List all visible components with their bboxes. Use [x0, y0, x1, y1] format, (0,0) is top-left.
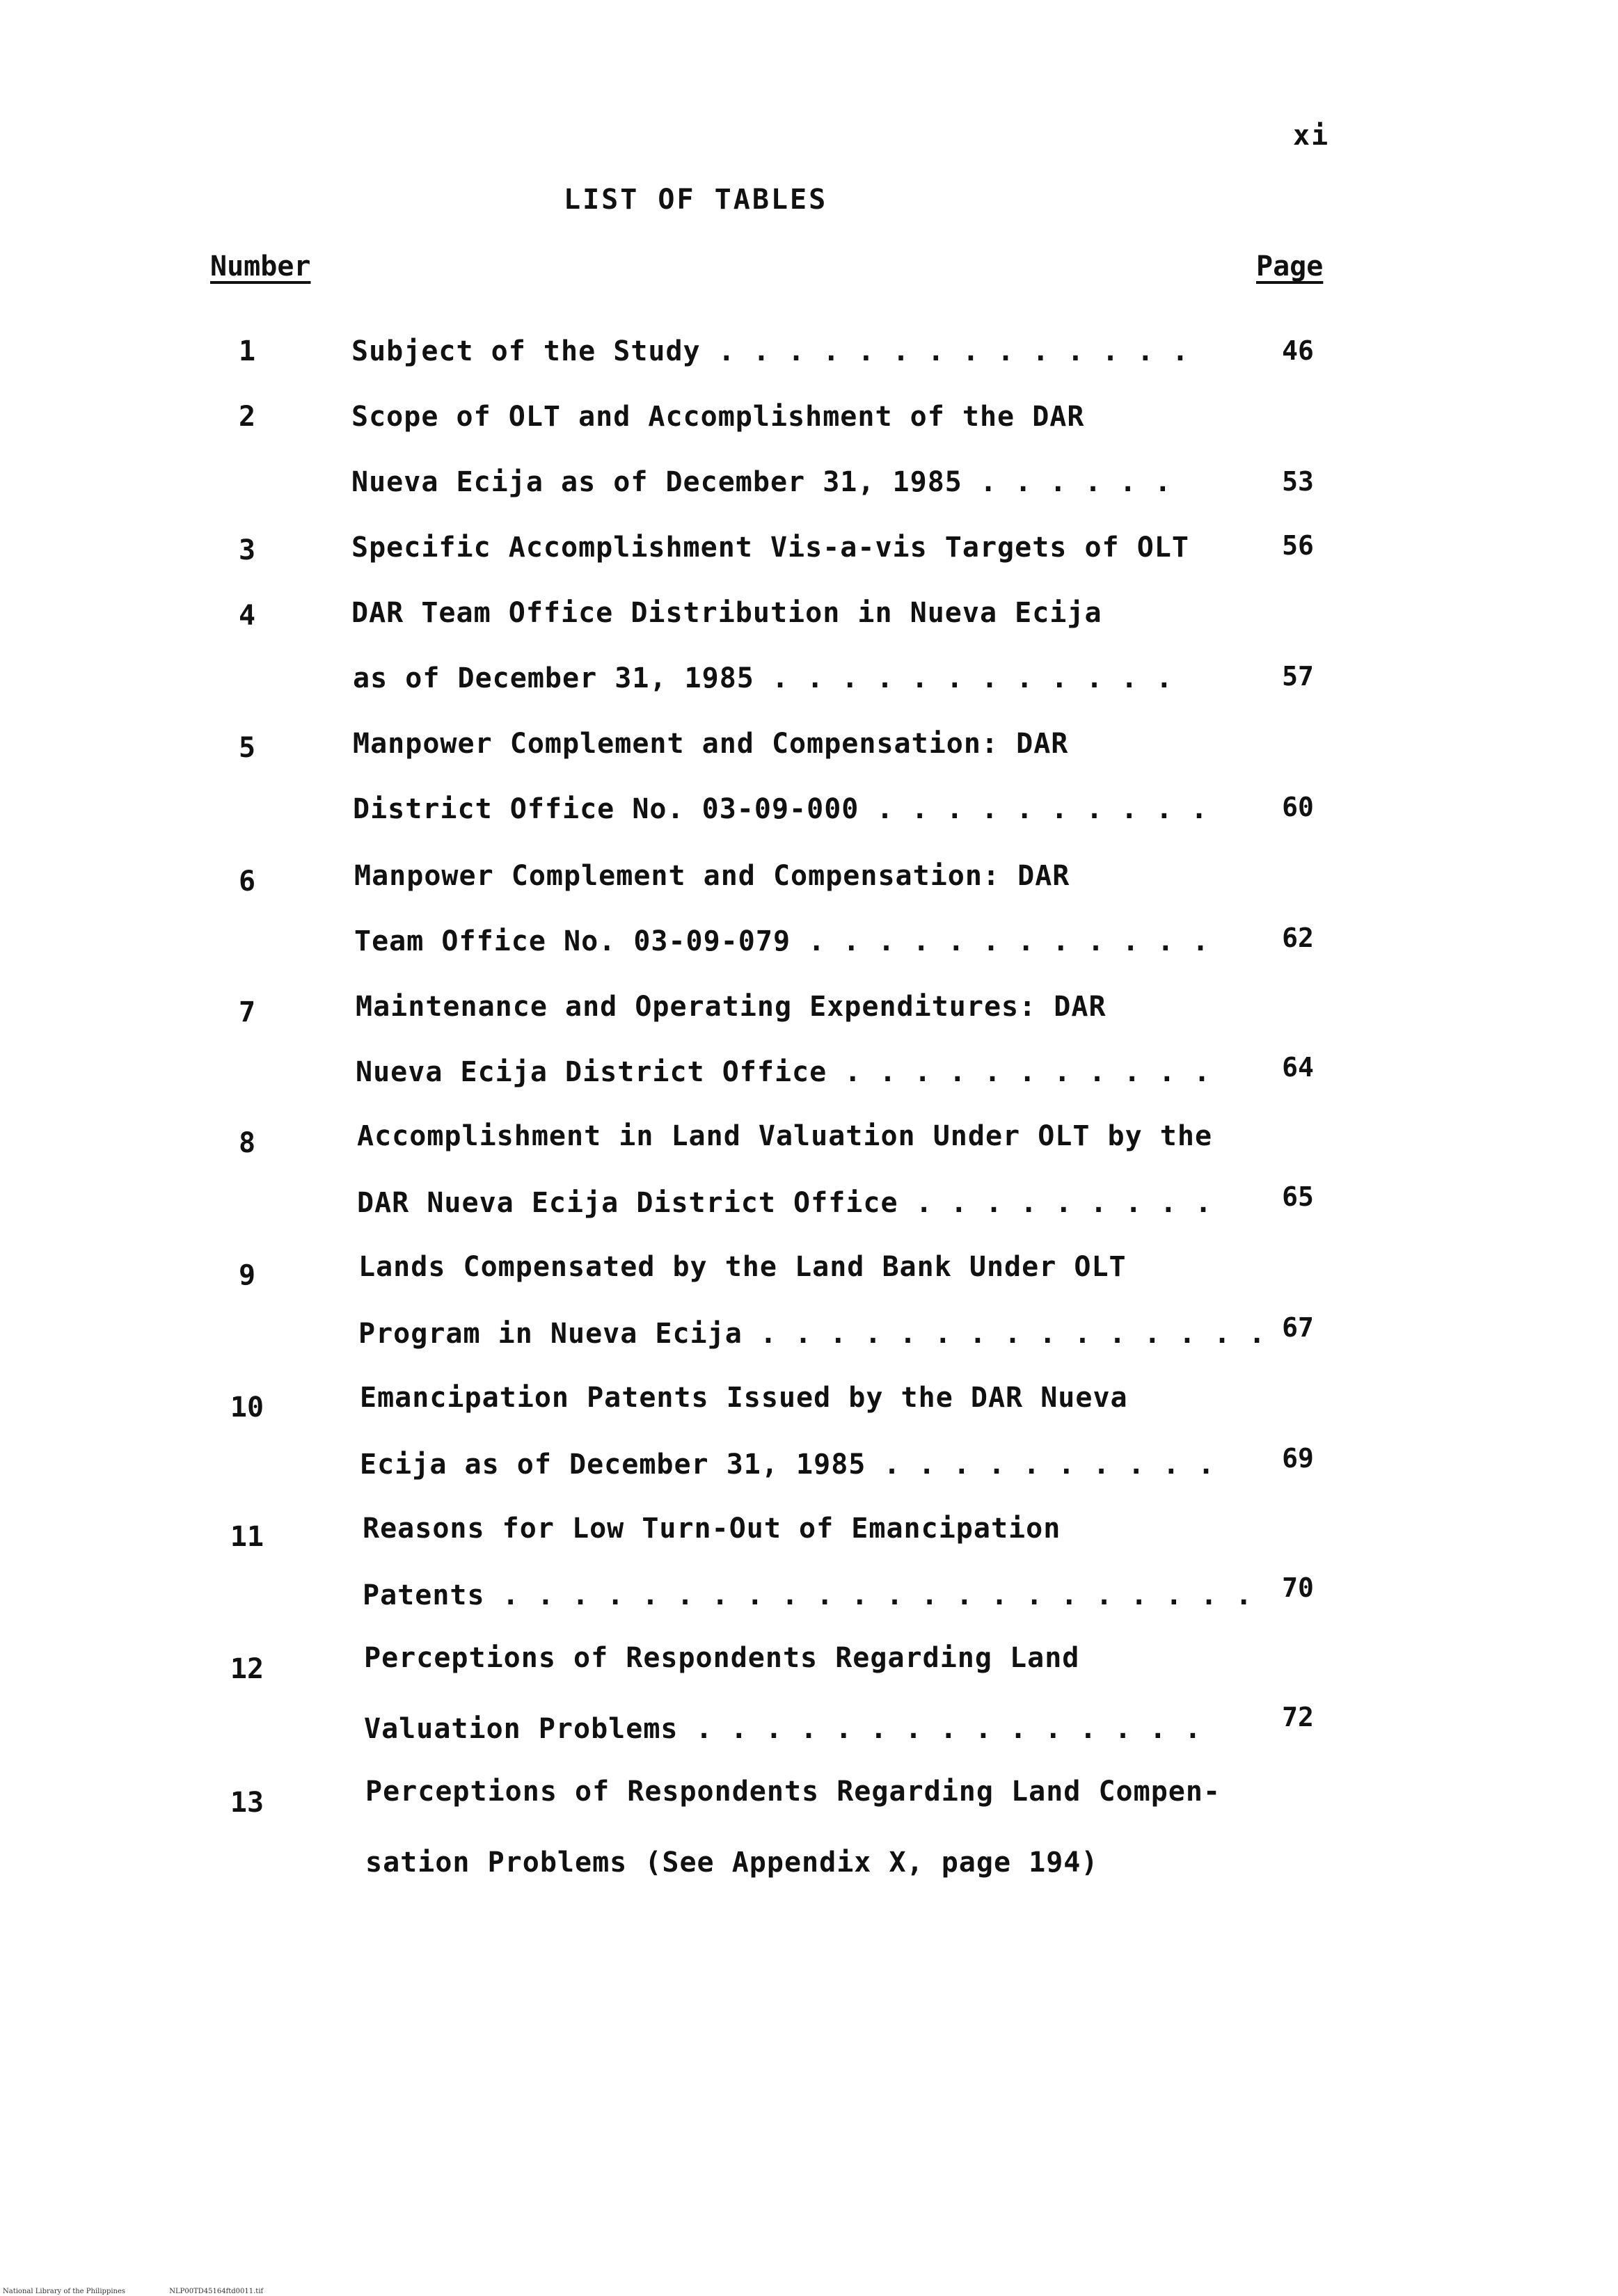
- table-number: 10: [230, 1392, 264, 1424]
- table-title-line: sation Problems (See Appendix X, page 194): [365, 1847, 1099, 1879]
- table-title-line: DAR Nueva Ecija District Office . . . . . . . . .: [357, 1187, 1213, 1219]
- table-title-line: Scope of OLT and Accomplishment of the DAR: [351, 401, 1085, 433]
- table-page: 72: [1282, 1702, 1314, 1732]
- table-number: 13: [230, 1787, 264, 1819]
- table-title-line: Reasons for Low Turn-Out of Emancipation: [363, 1513, 1061, 1545]
- footer-file: NLP00TD45164ftd0011.tif: [169, 2288, 264, 2295]
- table-page: 69: [1282, 1443, 1314, 1474]
- table-title-line: Program in Nueva Ecija . . . . . . . . . . . . . . .: [358, 1318, 1267, 1350]
- table-title-line: Accomplishment in Land Valuation Under OLT by the: [357, 1120, 1213, 1152]
- table-title-line: Patents . . . . . . . . . . . . . . . . . . . . . .: [363, 1579, 1253, 1611]
- table-page: 53: [1282, 466, 1314, 497]
- table-number: 7: [238, 996, 256, 1028]
- table-number: 6: [238, 866, 256, 898]
- table-title-line: Nueva Ecija District Office . . . . . . . . . . .: [356, 1056, 1212, 1088]
- column-header-page: Page: [1256, 250, 1324, 282]
- table-page: 62: [1282, 923, 1314, 953]
- table-page: 67: [1282, 1312, 1314, 1343]
- table-title-line: Manpower Complement and Compensation: DAR: [354, 860, 1070, 892]
- table-title-line: Maintenance and Operating Expenditures: DAR: [356, 991, 1107, 1023]
- table-page: 64: [1282, 1052, 1314, 1083]
- table-page: 56: [1282, 530, 1314, 561]
- scan-footer: [3, 2288, 305, 2295]
- table-title-line: DAR Team Office Distribution in Nueva Ecija: [351, 597, 1102, 629]
- table-title-line: District Office No. 03-09-000 . . . . . . . . . .: [353, 793, 1209, 825]
- table-number: 9: [238, 1259, 256, 1291]
- table-title-line: Valuation Problems . . . . . . . . . . . . . . .: [364, 1713, 1202, 1745]
- table-title-line: Perceptions of Respondents Regarding Land Compen-: [365, 1776, 1221, 1808]
- page-number: xi: [1293, 120, 1330, 152]
- table-number: 11: [230, 1521, 264, 1553]
- table-number: 8: [238, 1127, 256, 1159]
- table-number: 5: [238, 732, 256, 764]
- table-number: 2: [238, 401, 256, 433]
- table-number: 4: [238, 600, 256, 632]
- table-page: 60: [1282, 792, 1314, 822]
- table-title-line: Subject of the Study . . . . . . . . . . . . . .: [351, 335, 1189, 367]
- table-title-line: Nueva Ecija as of December 31, 1985 . . . . . .: [351, 466, 1172, 498]
- table-title-line: Team Office No. 03-09-079 . . . . . . . . . . . .: [354, 925, 1210, 957]
- table-title-line: Specific Accomplishment Vis-a-vis Targets of OLT: [351, 532, 1189, 564]
- table-page: 46: [1282, 335, 1314, 366]
- table-title-line: as of December 31, 1985 . . . . . . . . . . . .: [353, 662, 1173, 694]
- table-title-line: Ecija as of December 31, 1985 . . . . . . . . . .: [360, 1449, 1216, 1481]
- table-page: 65: [1282, 1181, 1314, 1212]
- table-title-line: Lands Compensated by the Land Bank Under OLT: [358, 1251, 1127, 1283]
- table-page: 57: [1282, 661, 1314, 692]
- table-page: 70: [1282, 1572, 1314, 1603]
- table-number: 1: [238, 335, 256, 367]
- footer-source: National Library of the Philippines: [3, 2288, 126, 2295]
- column-header-number: Number: [210, 250, 311, 282]
- page-title: LIST OF TABLES: [564, 184, 828, 216]
- table-title-line: Perceptions of Respondents Regarding Land: [364, 1642, 1080, 1674]
- table-title-line: Emancipation Patents Issued by the DAR Nueva: [360, 1382, 1128, 1414]
- table-title-line: Manpower Complement and Compensation: DAR: [353, 728, 1069, 760]
- table-number: 12: [230, 1653, 264, 1685]
- table-number: 3: [238, 534, 256, 566]
